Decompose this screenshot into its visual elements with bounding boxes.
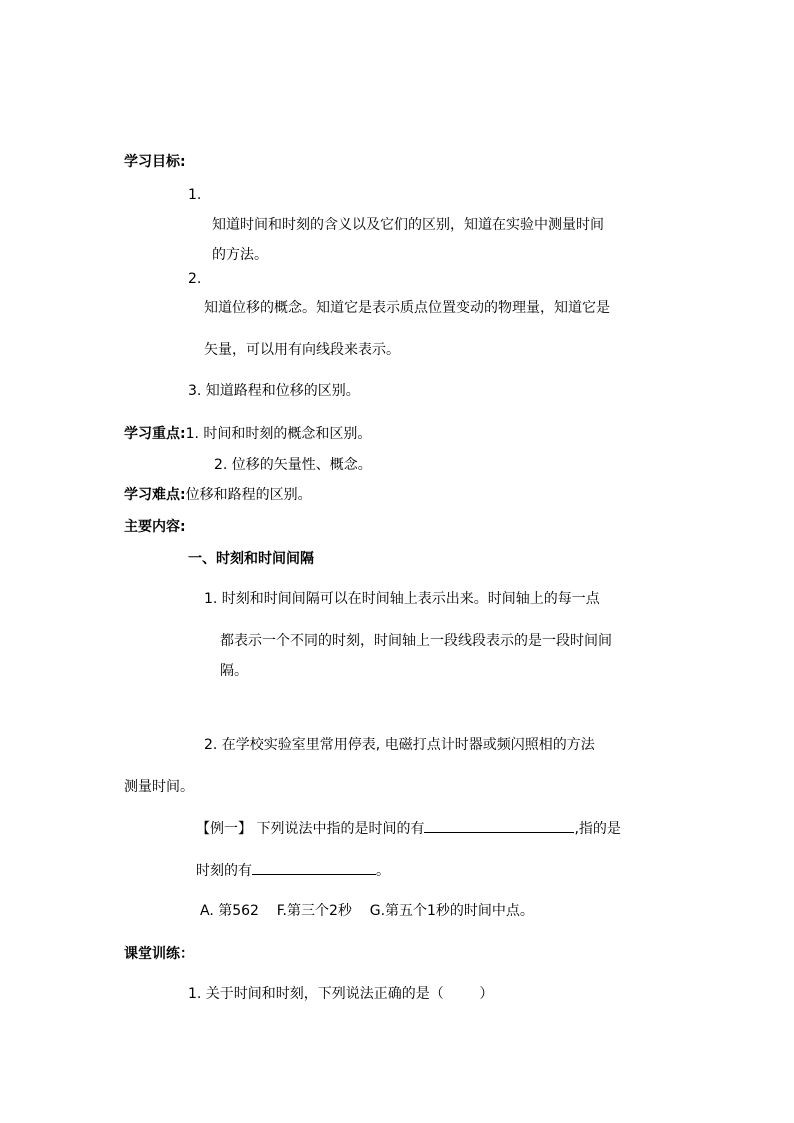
key-points-label: 学习重点: (124, 426, 186, 442)
learning-goals-heading: 学习目标: (124, 154, 186, 170)
paragraph-2-line-1: 2. 在学校实验室里常用停表, 电磁打点计时器或频闪照相的方法 (204, 737, 595, 753)
paragraph-2-line-2: 测量时间。 (124, 779, 194, 795)
goal-2-line-1: 知道位移的概念。知道它是表示质点位置变动的物理量，知道它是 (204, 300, 610, 316)
example-1-text-2-end: 。 (376, 863, 390, 879)
example-1-line-2 (196, 860, 390, 880)
difficulty-text: 位移和路程的区别。 (185, 487, 312, 503)
paragraph-1-line-3: 隔。 (220, 663, 248, 679)
key-point-2: 2. 位移的矢量性、概念。 (214, 457, 372, 473)
section-1-title: 一、时刻和时间间隔 (188, 551, 314, 567)
goal-2-number: 2. (188, 271, 202, 287)
practice-question-1: 1. 关于时间和时刻，下列说法正确的是（ ） (188, 986, 494, 1002)
key-point-1: 1. 时间和时刻的概念和区别。 (185, 426, 372, 442)
example-1-line-1 (196, 818, 621, 838)
goal-1-line-2: 的方法。 (212, 247, 268, 263)
example-1-options: A. 第562 F.第三个2秒 G.第五个1秒的时间中点。 (200, 903, 534, 919)
goal-1-number: 1. (188, 187, 202, 203)
goal-3: 3. 知道路程和位移的区别。 (188, 383, 360, 399)
example-1-text-2: 时刻的有 (196, 863, 252, 879)
goal-2-line-2: 矢量，可以用有向线段来表示。 (204, 342, 400, 358)
goal-1-line-1: 知道时间和时刻的含义以及它们的区别，知道在实验中测量时间 (212, 217, 604, 233)
example-1-text: 【例一】 下列说法中指的是时间的有 (196, 821, 425, 837)
key-points-line-1 (124, 425, 371, 443)
difficulty-line (124, 486, 312, 504)
answer-blank-moment[interactable] (252, 860, 376, 875)
paragraph-1-line-1: 1. 时刻和时间间隔可以在时间轴上表示出来。时间轴上的每一点 (204, 591, 600, 607)
example-1-text-cont: ,指的是 (574, 821, 621, 837)
paragraph-1-line-2: 都表示一个不同的时刻，时间轴上一段线段表示的是一段时间间 (220, 633, 612, 649)
answer-blank-time[interactable] (424, 818, 574, 833)
main-content-heading: 主要内容: (124, 519, 186, 535)
difficulty-label: 学习难点: (124, 487, 186, 503)
practice-heading: 课堂训练： (124, 946, 194, 962)
